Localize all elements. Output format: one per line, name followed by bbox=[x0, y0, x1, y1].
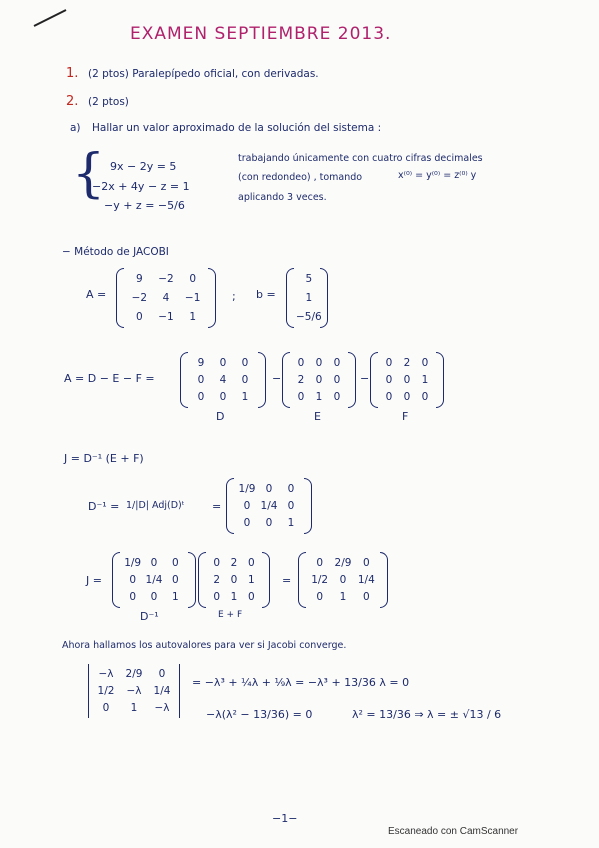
system-note-1: trabajando únicamente con cuatro cifras decimales bbox=[238, 153, 483, 164]
matrix-cell: 0 bbox=[403, 391, 411, 404]
minus-sign: − bbox=[272, 372, 282, 385]
matrix-cell: 2 bbox=[230, 556, 238, 569]
equals-sign: = bbox=[282, 574, 292, 587]
split-label: A = D − E − F = bbox=[64, 372, 155, 385]
matrix-F bbox=[370, 352, 444, 408]
matrix-cell: 1 bbox=[171, 591, 179, 604]
matrix-cell: 0 bbox=[265, 482, 273, 495]
question-1-number: 1. bbox=[66, 66, 79, 81]
matrix-cell: 0 bbox=[247, 556, 255, 569]
matrix-cell: 2 bbox=[297, 373, 305, 386]
matrix-cell: −2 bbox=[131, 291, 148, 304]
matrix-cell: 0 bbox=[247, 591, 255, 604]
matrix-cell: 0 bbox=[129, 591, 136, 604]
matrix-cell: −λ bbox=[126, 684, 142, 697]
matrix-J-result bbox=[298, 552, 388, 608]
matrix-cell: 4 bbox=[162, 291, 170, 304]
convergence-text: Ahora hallamos los autovalores para ver si Jacobi converge. bbox=[62, 640, 347, 651]
J-factor-1-name: D⁻¹ bbox=[140, 610, 159, 623]
matrix-cell: 1 bbox=[230, 591, 238, 604]
matrix-cell: 0 bbox=[315, 373, 323, 386]
pen-stroke-mark bbox=[30, 6, 70, 30]
system-brace: { bbox=[72, 144, 106, 204]
matrix-cell: 0 bbox=[241, 356, 249, 369]
factored-equation: −λ(λ² − 13/36) = 0 bbox=[206, 708, 313, 721]
matrix-cell: 2 bbox=[213, 573, 220, 586]
matrix-A-label: A = bbox=[86, 288, 107, 301]
matrix-cell: 2/9 bbox=[125, 668, 143, 681]
matrix-cell: 0 bbox=[150, 556, 158, 569]
matrix-cell: 1 bbox=[339, 591, 347, 604]
separator: ; bbox=[232, 290, 236, 303]
matrix-cell: 0 bbox=[316, 591, 323, 604]
matrix-cell: 0 bbox=[150, 591, 158, 604]
D-inverse-label: D⁻¹ = bbox=[88, 500, 120, 513]
matrix-cell: 0 bbox=[265, 517, 273, 530]
question-2-number: 2. bbox=[66, 94, 79, 109]
matrix-D-inverse bbox=[226, 478, 312, 534]
matrix-cell: 1/4 bbox=[145, 573, 163, 586]
matrix-cell: 0 bbox=[385, 356, 393, 369]
matrix-cell: 1 bbox=[421, 373, 429, 386]
J-factor-2-name: E + F bbox=[218, 610, 243, 620]
matrix-cell: −1 bbox=[184, 291, 201, 304]
vector-b bbox=[286, 268, 328, 328]
matrix-cell: 2/9 bbox=[334, 556, 352, 569]
matrix-cell: −λ bbox=[98, 668, 114, 681]
matrix-cell: 0 bbox=[362, 556, 370, 569]
matrix-A bbox=[116, 268, 216, 328]
matrix-cell: 1/2 bbox=[97, 684, 115, 697]
matrix-cell: 9 bbox=[135, 273, 143, 286]
jacobi-matrix-definition: J = D⁻¹ (E + F) bbox=[64, 452, 144, 465]
matrix-E-name: E bbox=[314, 410, 321, 423]
matrix-cell: 0 bbox=[362, 591, 370, 604]
matrix-cell: 0 bbox=[102, 701, 110, 714]
matrix-cell: 0 bbox=[158, 668, 166, 681]
D-inverse-formula: 1/|D| Adj(D)ᵗ bbox=[126, 500, 185, 511]
matrix-cell: 0 bbox=[243, 517, 251, 530]
question-1-text: (2 ptos) Paralepípedo oficial, con derivadas. bbox=[88, 68, 319, 80]
matrix-cell: 4 bbox=[219, 373, 227, 386]
matrix-cell: 1 bbox=[189, 310, 196, 323]
matrix-cell: 1 bbox=[247, 573, 255, 586]
matrix-cell: 1 bbox=[315, 391, 323, 404]
matrix-cell: 0 bbox=[403, 373, 411, 386]
system-note-2: (con redondeo) , tomando bbox=[238, 172, 363, 183]
matrix-cell: 0 bbox=[129, 573, 136, 586]
matrix-cell: −λ bbox=[154, 701, 170, 714]
matrix-cell: 0 bbox=[213, 556, 220, 569]
matrix-cell: 1 bbox=[287, 517, 295, 530]
part-a-text: Hallar un valor aproximado de la solución del sistema : bbox=[92, 122, 382, 134]
characteristic-equation: = −λ³ + ¼λ + ⅑λ = −λ³ + 13/36 λ = 0 bbox=[192, 676, 410, 689]
part-a-label: a) bbox=[70, 122, 81, 134]
system-eq-2: −2x + 4y − z = 1 bbox=[92, 180, 190, 193]
matrix-cell: 9 bbox=[197, 356, 205, 369]
matrix-F-name: F bbox=[402, 410, 409, 423]
J-label: J = bbox=[86, 574, 102, 587]
vector-cell: 5 bbox=[305, 273, 313, 286]
matrix-cell: 0 bbox=[171, 556, 179, 569]
matrix-cell: 0 bbox=[339, 573, 347, 586]
page-number: −1− bbox=[272, 812, 298, 825]
matrix-cell: 1/9 bbox=[124, 556, 142, 569]
question-2-text: (2 ptos) bbox=[88, 96, 129, 108]
matrix-D-name: D bbox=[216, 410, 225, 423]
matrix-cell: 0 bbox=[316, 556, 323, 569]
minus-sign: − bbox=[360, 372, 370, 385]
matrix-D bbox=[180, 352, 266, 408]
matrix-cell: 0 bbox=[213, 591, 220, 604]
system-note-3: aplicando 3 veces. bbox=[238, 192, 327, 203]
matrix-cell: 0 bbox=[421, 391, 429, 404]
matrix-cell: 0 bbox=[297, 356, 305, 369]
matrix-cell: 1/9 bbox=[238, 482, 256, 495]
system-note-2b: x⁽⁰⁾ = y⁽⁰⁾ = z⁽⁰⁾ y bbox=[398, 170, 477, 181]
matrix-cell: 0 bbox=[243, 499, 251, 512]
matrix-cell: 0 bbox=[197, 373, 205, 386]
page-title: EXAMEN SEPTIEMBRE 2013. bbox=[130, 24, 392, 44]
matrix-cell: 0 bbox=[171, 573, 179, 586]
matrix-cell: 0 bbox=[333, 356, 341, 369]
matrix-cell: 0 bbox=[287, 499, 295, 512]
matrix-cell: 0 bbox=[333, 391, 341, 404]
matrix-cell: 0 bbox=[230, 573, 238, 586]
matrix-cell: 1/4 bbox=[357, 573, 375, 586]
matrix-cell: 2 bbox=[403, 356, 411, 369]
matrix-E bbox=[282, 352, 356, 408]
jacobi-heading: − Método de JACOBI bbox=[62, 246, 169, 258]
vector-cell: −5/6 bbox=[296, 310, 322, 323]
matrix-cell: 0 bbox=[315, 356, 323, 369]
matrix-cell: 0 bbox=[219, 356, 227, 369]
eigenvalue-result: λ² = 13/36 ⇒ λ = ± √13 / 6 bbox=[352, 708, 502, 721]
characteristic-determinant bbox=[88, 664, 180, 718]
matrix-cell: 0 bbox=[333, 373, 341, 386]
matrix-J-factor-2 bbox=[198, 552, 270, 608]
matrix-cell: 1/4 bbox=[153, 684, 171, 697]
matrix-cell: 0 bbox=[219, 391, 227, 404]
matrix-J-factor-1 bbox=[112, 552, 196, 608]
system-eq-1: 9x − 2y = 5 bbox=[110, 160, 177, 173]
matrix-cell: 0 bbox=[421, 356, 429, 369]
matrix-cell: 0 bbox=[197, 391, 205, 404]
scanner-watermark: Escaneado con CamScanner bbox=[388, 826, 519, 837]
system-eq-3: −y + z = −5/6 bbox=[104, 199, 185, 212]
matrix-cell: 0 bbox=[297, 391, 305, 404]
matrix-cell: 0 bbox=[287, 482, 295, 495]
vector-cell: 1 bbox=[305, 291, 313, 304]
matrix-cell: −2 bbox=[158, 273, 174, 286]
matrix-cell: 0 bbox=[135, 310, 143, 323]
matrix-cell: −1 bbox=[158, 310, 174, 323]
equals-sign: = bbox=[212, 500, 222, 513]
matrix-cell: 0 bbox=[385, 391, 393, 404]
matrix-cell: 0 bbox=[189, 273, 196, 286]
matrix-cell: 0 bbox=[385, 373, 393, 386]
matrix-cell: 1 bbox=[241, 391, 249, 404]
matrix-cell: 0 bbox=[241, 373, 249, 386]
matrix-cell: 1/2 bbox=[311, 573, 329, 586]
matrix-cell: 1 bbox=[130, 701, 138, 714]
vector-b-label: b = bbox=[256, 288, 276, 301]
matrix-cell: 1/4 bbox=[260, 499, 278, 512]
